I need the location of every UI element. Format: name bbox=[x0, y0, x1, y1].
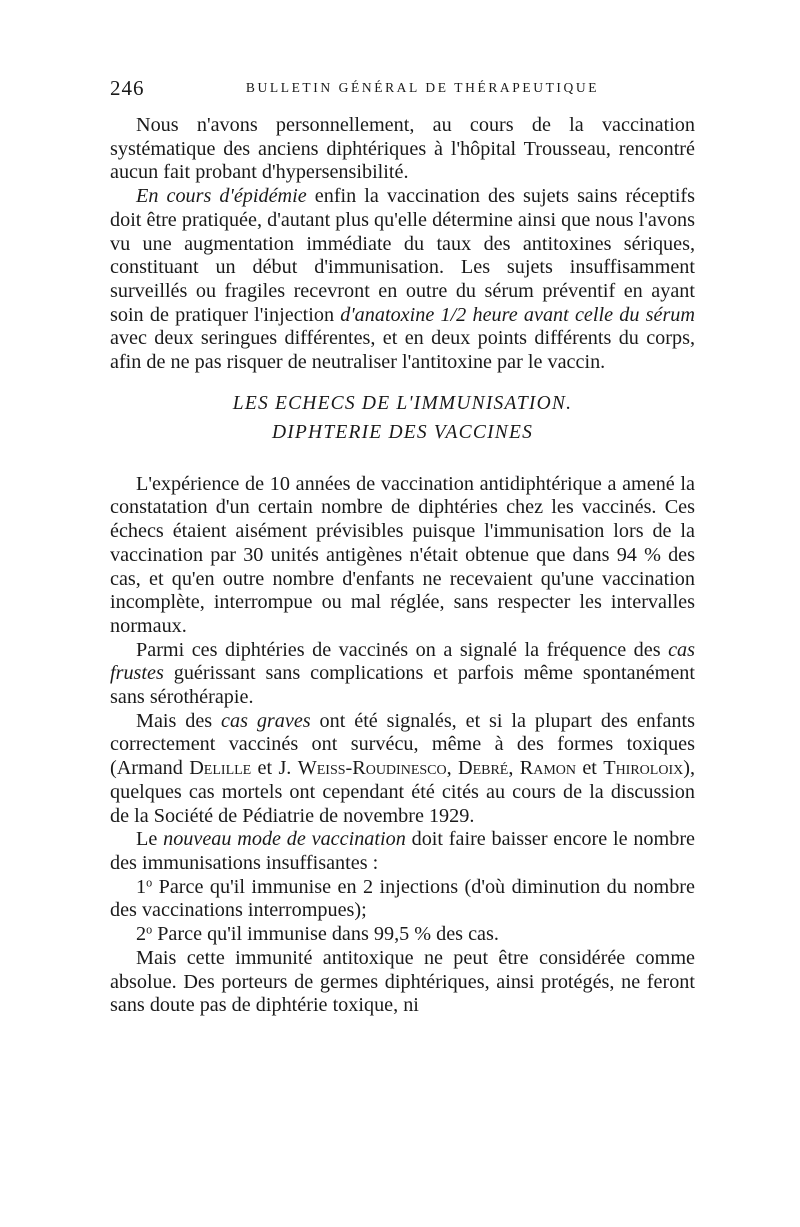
text-run: enfin la vaccination des sujets sains réceptifs doit être pratiquée, d'autant plus qu'elle détermine ainsi que nous l'avons vu une augmentation immédiate du taux des antitoxines sériques, constituant un début d'immunisation. Les sujets insuffisamment surveillés ou fragiles recevront en outre du sérum préventif en ayant soin de pratiquer l'injection bbox=[110, 185, 696, 326]
ordinal-mark: o bbox=[146, 922, 153, 937]
text-run: Mais des bbox=[136, 709, 222, 732]
list-number: 2 bbox=[136, 923, 147, 946]
text-run: , bbox=[508, 757, 520, 780]
emphasis: En cours d'épidémie bbox=[136, 185, 307, 208]
page-number: 246 bbox=[110, 76, 145, 100]
list-item bbox=[110, 923, 695, 947]
text-run: doit faire baisser encore le nombre des immunisations insuffisantes : bbox=[110, 828, 696, 874]
text-run: avec deux seringues différentes, et en deux points différents du corps, afin de ne pas risquer de neutraliser l'antitoxine par le vaccin. bbox=[110, 327, 695, 374]
section-heading bbox=[110, 389, 695, 447]
text-run: Parmi ces diphtéries de vaccinés on a signalé la fréquence des bbox=[136, 638, 669, 661]
author-name: Debré bbox=[458, 757, 509, 780]
text-run: ), quelques cas mortels ont cependant été cités au cours de la discussion de la Société de Pédiatrie de novembre 1929. bbox=[110, 757, 696, 827]
section-heading-line: DIPHTERIE DES VACCINES bbox=[271, 421, 534, 443]
text-run: Le bbox=[136, 828, 164, 851]
list-number: 1 bbox=[136, 875, 147, 898]
ordinal-mark: o bbox=[146, 875, 153, 890]
emphasis: nouveau mode de vaccination bbox=[163, 828, 406, 851]
emphasis: cas frustes bbox=[110, 638, 695, 685]
paragraph: L'expérience de 10 années de vaccination antidiphtérique a amené la constatation d'un certain nombre de diphtéries chez les vaccinés. Ces échecs étaient aisément prévisibles puisque l'immunisation lors de la vaccination par 30 unités antigènes n'était obtenue que dans 94 % des cas, et qu'en outre nombre d'enfants ne recevaient qu'une vaccination incomplète, interrompue ou mal réglée, sans respecter les intervalles normaux. bbox=[110, 472, 695, 637]
running-title: BULLETIN GÉNÉRAL DE THÉRAPEUTIQUE bbox=[245, 80, 600, 95]
list-item bbox=[110, 876, 695, 923]
text-run: Parce qu'il immunise en 2 injections (d'où diminution du nombre des vaccinations interrompues); bbox=[110, 875, 695, 922]
paragraph bbox=[110, 185, 695, 375]
author-name: Ramon bbox=[519, 757, 576, 780]
body-text bbox=[110, 114, 695, 1018]
paragraph bbox=[110, 710, 695, 829]
page-header bbox=[110, 76, 695, 102]
section-heading-line: LES ECHECS DE L'IMMUNISATION. bbox=[232, 392, 573, 414]
text-run: et J. bbox=[251, 757, 298, 780]
text-run: guérissant sans complications et parfois même spontanément sans sérothérapie. bbox=[110, 662, 695, 709]
emphasis: d'anatoxine 1/2 heure avant celle du sérum bbox=[340, 303, 695, 326]
paragraph: Mais cette immunité antitoxique ne peut être considérée comme absolue. Des porteurs de germes diphtériques, ainsi protégés, ne feront sans doute pas de diphtérie toxique, ni bbox=[110, 946, 695, 1017]
text-run: Parce qu'il immunise dans 99,5 % des cas. bbox=[152, 923, 499, 946]
text-run: et bbox=[576, 757, 604, 780]
text-run: ont été signalés, et si la plupart des enfants correctement vaccinés ont survécu, même à des formes toxiques (Armand bbox=[110, 709, 695, 780]
paragraph: Nous n'avons personnellement, au cours de la vaccination systématique des anciens diphtériques à l'hôpital Trousseau, rencontré aucun fait probant d'hypersensibilité. bbox=[110, 114, 695, 184]
emphasis: cas graves bbox=[221, 709, 311, 732]
author-name: Thiroloix bbox=[603, 757, 684, 780]
author-name: Delille bbox=[189, 757, 252, 780]
text-run: , bbox=[446, 757, 458, 780]
paragraph bbox=[110, 828, 695, 875]
author-name: Weiss-Roudinesco bbox=[297, 757, 447, 780]
paragraph bbox=[110, 639, 695, 710]
